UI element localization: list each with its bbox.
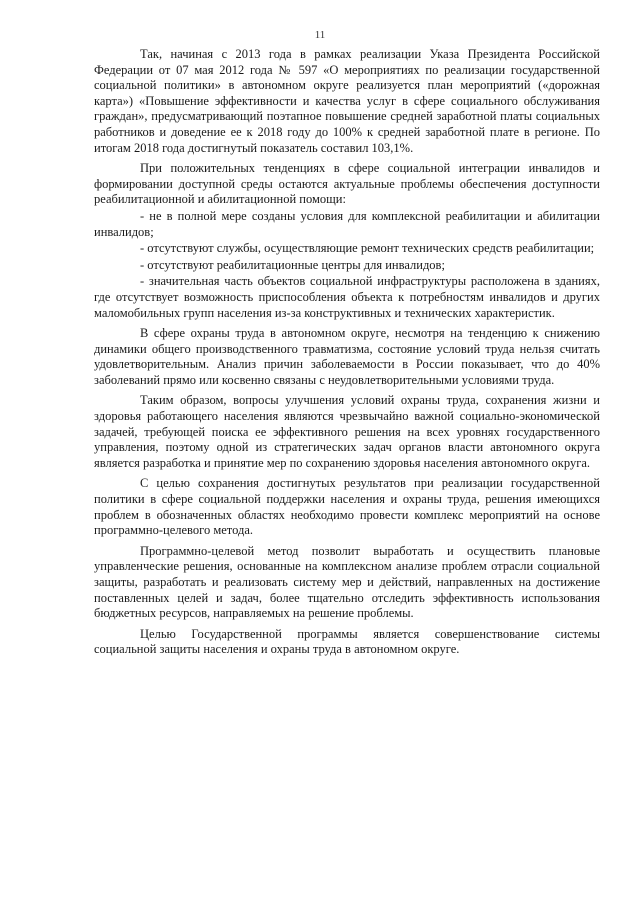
paragraph-labor-protection: В сфере охраны труда в автономном округе, несмотря на тенденцию к снижению динамики общего производственного травматизма, состояние условий труда нельзя считать удовлетворительным. Анализ причин заболеваемости в России показывает, что до 40% заболеваний прямо или косвенно связаны с неудовлетворительными условиями труда. xyxy=(94,326,600,387)
paragraph-working-conditions: Таким образом, вопросы улучшения условий охраны труда, сохранения жизни и здоровья работающего населения являются чрезвычайно важной социально-экономической задачей, требующей поиска ее эффективного решения на всех уровнях государственного управления, поэтому одной из стратегических задач органов власти автономного округа является разработка и принятие мер по сохранению здоровья населения автономного округа. xyxy=(94,393,600,470)
list-item-infrastructure: - значительная часть объектов социальной инфраструктуры расположена в зданиях, где отсутствует возможность приспособления объекта к потребностям инвалидов и других маломобильных групп населения из-за конструктивных и технических характеристик. xyxy=(94,274,600,320)
list-item-rehabilitation-conditions: - не в полной мере созданы условия для комплексной реабилитации и абилитации инвалидов; xyxy=(94,208,600,239)
paragraph-program-aim: Целью Государственной программы является совершенствование системы социальной защиты населения и охраны труда в автономном округе. xyxy=(94,626,600,657)
paragraph-program-target-method: Программно-целевой метод позволит выработать и осуществить плановые управленческие решения, основанные на комплексном анализе проблем отрасли социальной защиты, разработать и реализовать систему мер и действий, направленных на достижение поставленных целей и задач, более тщательно отследить эффективность использования бюджетных ресурсов, направляемых на решение проблемы. xyxy=(94,543,600,621)
paragraph-dorozhnaya-karta: Так, начиная с 2013 года в рамках реализации Указа Президента Российской Федерации от 07 мая 2012 года № 597 «О мероприятиях по реализации государственной социальной политики» в автономном округе реализуется план мероприятий («дорожная карта») «Повышение эффективности и качества услуг в сфере социального обслуживания граждан», предусматривающий поэтапное повышение средней заработной платы социальных работников и доведение ее к 2018 году до 100% к средней заработной плате в регионе. По итогам 2018 года достигнутый показатель составил 103,1%. xyxy=(94,47,600,155)
paragraph-program-goal-method: С целью сохранения достигнутых результатов при реализации государственной политики в сфере социальной поддержки населения и охраны труда, решения имеющихся проблем в обозначенных областях необходимо провести комплекс мероприятий на основе программно-целевого метода. xyxy=(94,476,600,538)
paragraph-invalid-integration: При положительных тенденциях в сфере социальной интеграции инвалидов и формировании доступной среды остаются актуальные проблемы обеспечения доступности реабилитационной и абилитационной помощи: xyxy=(94,161,600,207)
list-item-repair-services: - отсутствуют службы, осуществляющие ремонт технических средств реабилитации; xyxy=(140,241,595,256)
list-item-rehabilitation-centers: - отсутствуют реабилитационные центры для инвалидов; xyxy=(140,257,445,272)
document-body xyxy=(94,47,600,658)
page-number: 11 xyxy=(314,29,326,41)
